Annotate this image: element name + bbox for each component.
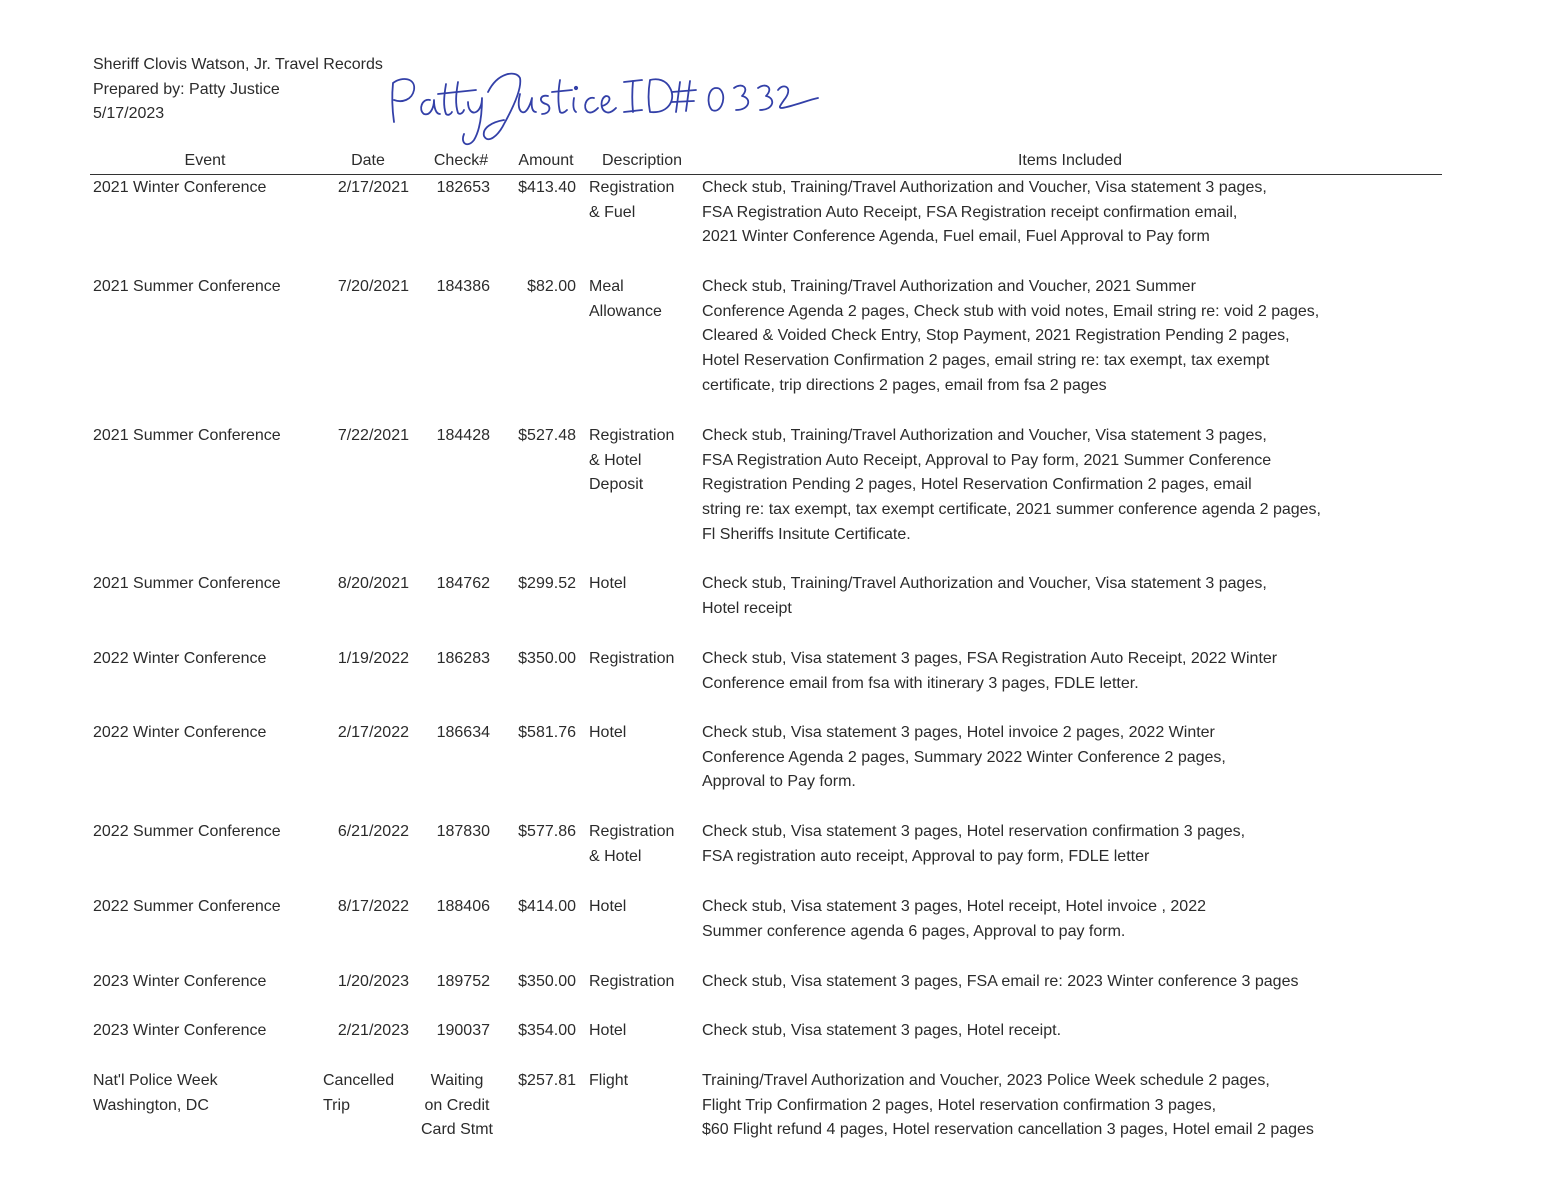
date-cell [309, 721, 409, 746]
event-cell [93, 1069, 323, 1118]
date-line: 8/17/2022 [337, 898, 409, 915]
description-cell [589, 895, 697, 920]
date-cell [309, 647, 409, 672]
column-header-amount: Amount [518, 152, 574, 169]
date-line: 1/19/2022 [337, 650, 409, 667]
event-line: 2022 Summer Conference [93, 898, 281, 915]
description-line: Registration [589, 823, 675, 840]
date-line: 6/21/2022 [337, 823, 409, 840]
prepared-by: Prepared by: Patty Justice [93, 80, 280, 98]
date-line: 7/20/2021 [337, 278, 409, 295]
check-line: 187830 [436, 823, 490, 840]
check-number-cell [418, 1069, 496, 1143]
amount-value: $350.00 [518, 650, 576, 667]
amount-cell [498, 176, 576, 201]
items-line: FSA registration auto receipt, Approval to pay form, FDLE letter [702, 847, 1150, 865]
amount-cell [498, 721, 576, 746]
date-cell [309, 820, 409, 845]
amount-value: $581.76 [518, 724, 576, 741]
check-number-cell [420, 647, 490, 672]
description-line: & Hotel [589, 451, 642, 469]
amount-value: $299.52 [518, 575, 576, 592]
check-number-cell [420, 820, 490, 845]
items-line: Approval to Pay form. [702, 773, 856, 791]
check-line: 189752 [436, 973, 490, 990]
check-line: 184428 [436, 427, 490, 444]
amount-value: $413.40 [518, 179, 576, 196]
date-cell [309, 970, 409, 995]
items-line: Check stub, Training/Travel Authorization and Voucher, Visa statement 3 pages, [702, 427, 1267, 444]
amount-cell [498, 572, 576, 597]
description-line: Hotel [589, 898, 627, 915]
handwritten-signature [380, 48, 820, 158]
date-cell [323, 1069, 415, 1118]
items-line: Check stub, Training/Travel Authorization and Voucher, Visa statement 3 pages, [702, 575, 1267, 592]
description-cell [589, 176, 697, 225]
check-line: 186634 [436, 724, 490, 741]
check-number-cell [420, 1019, 490, 1044]
column-header-check: Check# [433, 152, 489, 169]
description-line: Deposit [589, 476, 644, 494]
items-line: string re: tax exempt, tax exempt certificate, 2021 summer conference agenda 2 pages, [702, 501, 1321, 519]
event-line: 2022 Winter Conference [93, 724, 267, 741]
check-line: 182653 [436, 179, 490, 196]
check-number-cell [420, 721, 490, 746]
event-line: 2023 Winter Conference [93, 973, 267, 990]
amount-cell [498, 820, 576, 845]
event-line: 2021 Winter Conference [93, 179, 267, 196]
check-line: 184386 [436, 278, 490, 295]
description-line: Registration [589, 427, 675, 444]
description-cell [589, 647, 697, 672]
items-included-cell [702, 721, 1422, 795]
items-line: Conference email from fsa with itinerary 3 pages, FDLE letter. [702, 674, 1139, 692]
amount-cell [498, 647, 576, 672]
column-header-event: Event [184, 152, 226, 169]
date-line: 2/17/2022 [337, 724, 409, 741]
items-line: Check stub, Training/Travel Authorization and Voucher, 2021 Summer [702, 278, 1196, 295]
description-line: Meal [589, 278, 624, 295]
items-included-cell [702, 820, 1422, 869]
description-cell [589, 572, 697, 597]
items-line: Cleared & Voided Check Entry, Stop Payment, 2021 Registration Pending 2 pages, [702, 327, 1290, 345]
event-cell [93, 424, 323, 449]
event-cell [93, 820, 323, 845]
items-line: Check stub, Visa statement 3 pages, Hotel receipt, Hotel invoice , 2022 [702, 898, 1206, 915]
items-line: Hotel receipt [702, 599, 792, 617]
date-cell [309, 424, 409, 449]
event-line: Washington, DC [93, 1096, 209, 1114]
items-included-cell [702, 647, 1422, 696]
amount-value: $414.00 [518, 898, 576, 915]
amount-value: $257.81 [518, 1072, 576, 1089]
items-line: $60 Flight refund 4 pages, Hotel reservation cancellation 3 pages, Hotel email 2 pages [702, 1121, 1314, 1139]
column-header-date: Date [351, 152, 385, 169]
items-included-cell [702, 275, 1422, 399]
column-header-items: Items Included [1017, 152, 1123, 169]
items-included-cell [702, 572, 1422, 621]
event-line: 2022 Summer Conference [93, 823, 281, 840]
event-cell [93, 721, 323, 746]
date-cell [309, 275, 409, 300]
items-included-cell [702, 970, 1422, 995]
items-line: Check stub, Visa statement 3 pages, FSA Registration Auto Receipt, 2022 Winter [702, 650, 1278, 667]
event-line: 2022 Winter Conference [93, 650, 267, 667]
items-included-cell [702, 176, 1422, 250]
date-line: Cancelled [323, 1072, 395, 1089]
document-date: 5/17/2023 [93, 105, 165, 123]
description-cell [589, 721, 697, 746]
date-line: 2/17/2021 [337, 179, 409, 196]
check-number-cell [420, 275, 490, 300]
event-line: 2021 Summer Conference [93, 575, 281, 592]
items-line: Check stub, Visa statement 3 pages, Hotel receipt. [702, 1022, 1062, 1039]
date-cell [309, 1019, 409, 1044]
amount-cell [498, 895, 576, 920]
amount-value: $527.48 [518, 427, 576, 444]
date-cell [309, 572, 409, 597]
description-cell [589, 1069, 697, 1094]
description-cell [589, 970, 697, 995]
check-number-cell [420, 895, 490, 920]
items-line: Summer conference agenda 6 pages, Approval to pay form. [702, 922, 1126, 940]
check-line: 190037 [436, 1022, 490, 1039]
items-line: FSA Registration Auto Receipt, FSA Registration receipt confirmation email, [702, 203, 1238, 221]
amount-value: $577.86 [518, 823, 576, 840]
description-cell [589, 820, 697, 869]
items-line: Conference Agenda 2 pages, Summary 2022 Winter Conference 2 pages, [702, 748, 1226, 766]
amount-cell [498, 970, 576, 995]
check-number-cell [420, 424, 490, 449]
check-number-cell [420, 970, 490, 995]
amount-cell [498, 424, 576, 449]
column-header-description: Description [601, 152, 683, 169]
check-line: 188406 [436, 898, 490, 915]
date-line: 1/20/2023 [337, 973, 409, 990]
description-line: Flight [589, 1072, 629, 1089]
check-line: on Credit [424, 1096, 490, 1114]
check-line: 184762 [436, 575, 490, 592]
event-cell [93, 275, 323, 300]
items-line: Check stub, Training/Travel Authorization and Voucher, Visa statement 3 pages, [702, 179, 1267, 196]
description-line: Registration [589, 973, 675, 990]
items-line: Check stub, Visa statement 3 pages, Hotel reservation confirmation 3 pages, [702, 823, 1246, 840]
event-cell [93, 176, 323, 201]
description-cell [589, 424, 697, 498]
event-line: 2023 Winter Conference [93, 1022, 267, 1039]
description-line: Hotel [589, 724, 627, 741]
items-line: Training/Travel Authorization and Voucher, 2023 Police Week schedule 2 pages, [702, 1072, 1270, 1089]
items-line: Check stub, Visa statement 3 pages, Hotel invoice 2 pages, 2022 Winter [702, 724, 1215, 741]
date-line: 2/21/2023 [337, 1022, 409, 1039]
event-cell [93, 572, 323, 597]
amount-cell [498, 1019, 576, 1044]
items-included-cell [702, 424, 1422, 548]
document-header [93, 53, 383, 127]
items-included-cell [702, 1069, 1422, 1143]
check-number-cell [420, 176, 490, 201]
check-line: Card Stmt [420, 1121, 493, 1139]
description-cell [589, 1019, 697, 1044]
items-line: Hotel Reservation Confirmation 2 pages, email string re: tax exempt, tax exempt [702, 352, 1270, 370]
event-cell [93, 1019, 323, 1044]
date-line: 7/22/2021 [337, 427, 409, 444]
items-line: Conference Agenda 2 pages, Check stub with void notes, Email string re: void 2 pages, [702, 302, 1320, 320]
event-line: Nat'l Police Week [93, 1072, 218, 1089]
event-line: 2021 Summer Conference [93, 278, 281, 295]
amount-value: $350.00 [518, 973, 576, 990]
description-line: Hotel [589, 575, 627, 592]
description-line: & Fuel [589, 203, 636, 221]
amount-cell [498, 275, 576, 300]
date-line: 8/20/2021 [337, 575, 409, 592]
items-line: Check stub, Visa statement 3 pages, FSA email re: 2023 Winter conference 3 pages [702, 973, 1299, 990]
items-line: 2021 Winter Conference Agenda, Fuel email, Fuel Approval to Pay form [702, 228, 1210, 246]
date-cell [309, 176, 409, 201]
items-line: FSA Registration Auto Receipt, Approval to Pay form, 2021 Summer Conference [702, 451, 1272, 469]
items-line: Registration Pending 2 pages, Hotel Reservation Confirmation 2 pages, email [702, 476, 1252, 494]
description-line: & Hotel [589, 847, 642, 865]
event-line: 2021 Summer Conference [93, 427, 281, 444]
description-line: Registration [589, 179, 675, 196]
amount-cell [498, 1069, 576, 1094]
items-included-cell [702, 895, 1422, 944]
event-cell [93, 895, 323, 920]
items-line: certificate, trip directions 2 pages, email from fsa 2 pages [702, 376, 1107, 394]
description-line: Hotel [589, 1022, 627, 1039]
check-number-cell [420, 572, 490, 597]
description-cell [589, 275, 697, 324]
event-cell [93, 647, 323, 672]
date-line: Trip [323, 1096, 350, 1114]
header-rule [90, 174, 1442, 175]
amount-value: $354.00 [518, 1022, 576, 1039]
check-line: 186283 [436, 650, 490, 667]
description-line: Allowance [589, 302, 662, 320]
document-title: Sheriff Clovis Watson, Jr. Travel Records [93, 56, 383, 73]
items-line: Flight Trip Confirmation 2 pages, Hotel reservation confirmation 3 pages, [702, 1096, 1217, 1114]
description-line: Registration [589, 650, 675, 667]
event-cell [93, 970, 323, 995]
date-cell [309, 895, 409, 920]
items-included-cell [702, 1019, 1422, 1044]
items-line: Fl Sheriffs Insitute Certificate. [702, 525, 911, 543]
amount-value: $82.00 [527, 278, 576, 295]
check-line: Waiting [430, 1072, 484, 1089]
